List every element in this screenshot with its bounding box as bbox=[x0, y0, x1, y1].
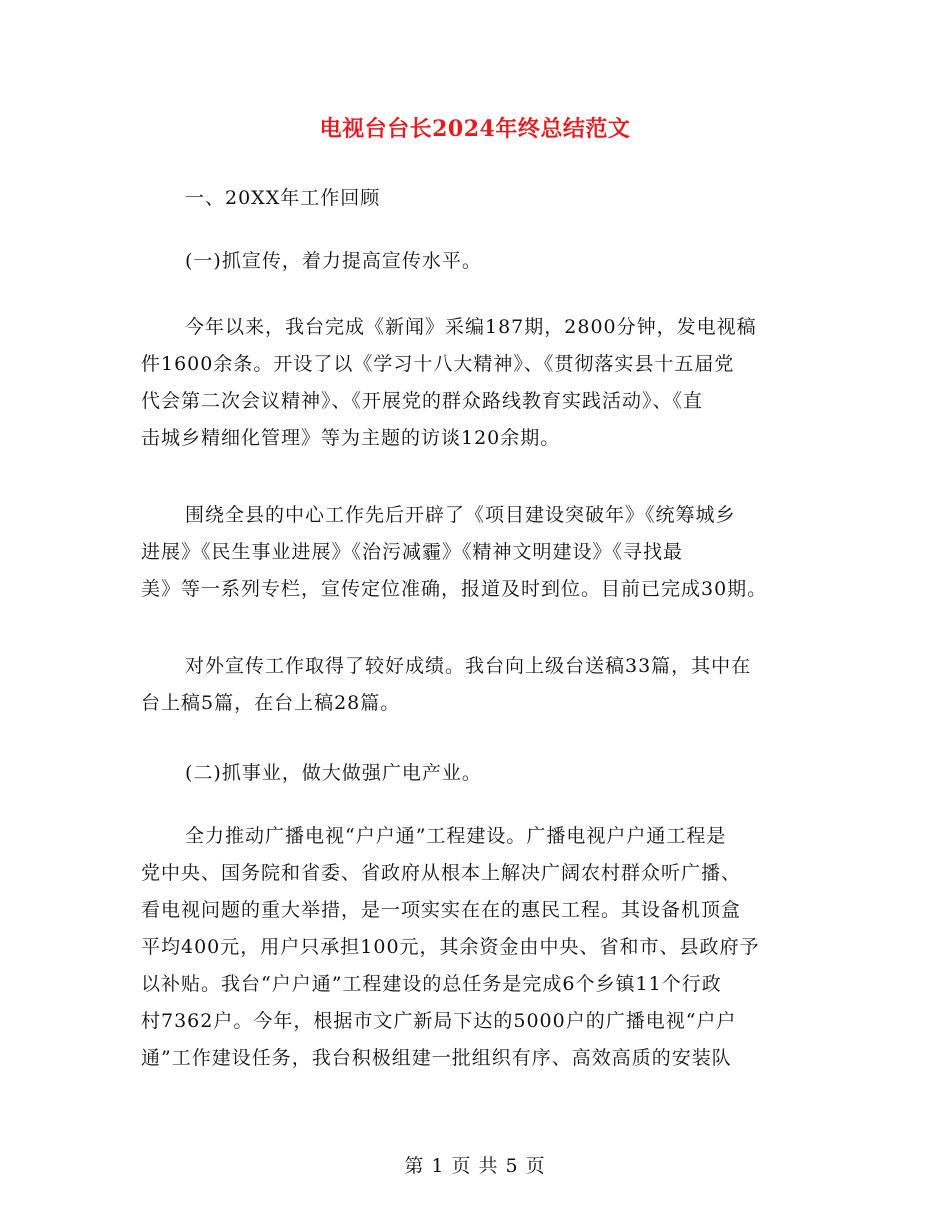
paragraph bbox=[141, 648, 809, 722]
paragraph bbox=[141, 497, 809, 608]
paragraph-line: 围绕全县的中心工作先后开辟了《项目建设突破年》《统筹城乡 bbox=[185, 504, 736, 526]
paragraph-line: 看电视问题的重大举措，是一项实实在在的惠民工程。其设备机顶盒 bbox=[141, 899, 742, 921]
paragraph-line: 美》等一系列专栏，宣传定位准确，报道及时到位。目前已完成30期。 bbox=[141, 578, 768, 600]
subheading-text: (一)抓宣传，着力提高宣传水平。 bbox=[185, 250, 482, 272]
paragraph-line: 代会第二次会议精神》、《开展党的群众路线教育实践活动》、《直 bbox=[141, 390, 704, 412]
paragraph-line: 件1600余条。开设了以《学习十八大精神》、《贯彻落实县十五届党 bbox=[141, 353, 735, 375]
subheading-text: (二)抓事业，做大做强广电产业。 bbox=[185, 762, 482, 784]
page-footer: 第 1 页 共 5 页 bbox=[404, 1155, 546, 1177]
paragraph-line: 以补贴。我台“户户通”工程建设的总任务是完成6个乡镇11个行政 bbox=[141, 973, 722, 995]
paragraph-line: 今年以来，我台完成《新闻》采编187期，2800分钟，发电视稿 bbox=[185, 316, 757, 338]
document-title: 电视台台长2024年终总结范文 bbox=[319, 116, 631, 142]
paragraph bbox=[141, 309, 809, 457]
paragraph-line: 村7362户。今年，根据市文广新局下达的5000户的广播电视“户户 bbox=[141, 1010, 737, 1032]
paragraph bbox=[141, 818, 809, 1077]
heading-text: 一、20XX年工作回顾 bbox=[185, 187, 381, 209]
paragraph-line: 平均400元，用户只承担100元，其余资金由中央、省和市、县政府予 bbox=[141, 936, 760, 958]
paragraph-line: 通”工作建设任务，我台积极组建一批组织有序、高效高质的安装队 bbox=[141, 1047, 732, 1069]
paragraph-line: 对外宣传工作取得了较好成绩。我台向上级台送稿33篇，其中在 bbox=[185, 655, 752, 677]
paragraph-line: 进展》《民生事业进展》《治污减霾》《精神文明建设》《寻找最 bbox=[141, 541, 684, 563]
section-heading bbox=[141, 180, 809, 217]
paragraph-line: 全力推动广播电视“户户通”工程建设。广播电视户户通工程是 bbox=[185, 825, 727, 847]
paragraph-line: 党中央、国务院和省委、省政府从根本上解决广阔农村群众听广播、 bbox=[141, 862, 742, 884]
paragraph-line: 击城乡精细化管理》等为主题的访谈120余期。 bbox=[141, 427, 561, 449]
subsection-heading bbox=[141, 243, 809, 280]
subsection-heading bbox=[141, 755, 809, 792]
paragraph-line: 台上稿5篇，在台上稿28篇。 bbox=[141, 692, 401, 714]
